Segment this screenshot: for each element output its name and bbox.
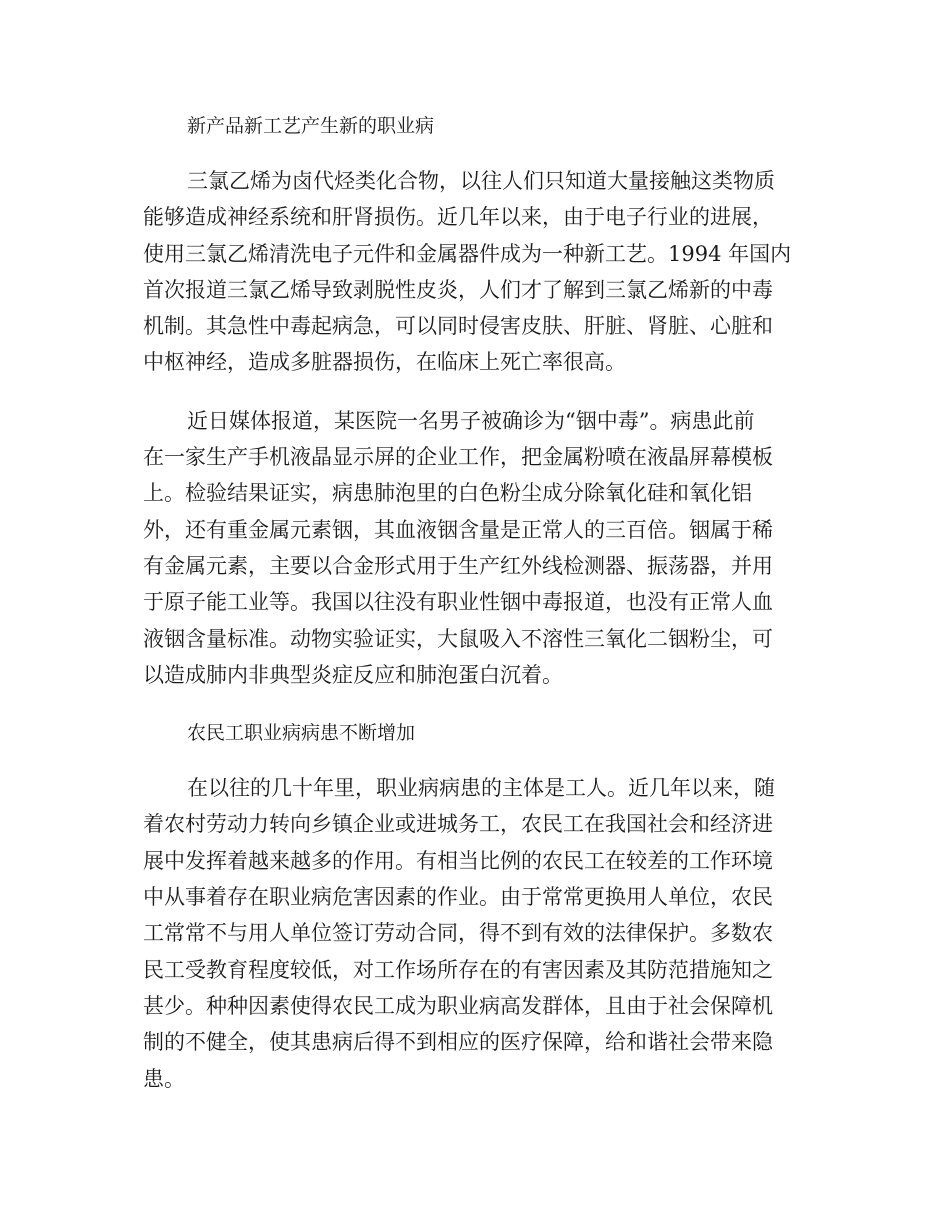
text-line: 以造成肺内非典型炎症反应和肺泡蛋白沉着。	[143, 662, 563, 687]
text-line: 在一家生产手机液晶显示屏的企业工作，把金属粉喷在液晶屏幕模板	[143, 445, 773, 470]
section-heading: 农民工职业病病患不断增加	[187, 722, 416, 745]
text-line: 着农村劳动力转向乡镇企业或进城务工，农民工在我国社会和经济进	[143, 812, 773, 837]
text-line: 工常常不与用人单位签订劳动合同，得不到有效的法律保护。多数农	[143, 921, 773, 946]
document-page	[143, 108, 800, 1097]
text-line: 在以往的几十年里，职业病病患的主体是工人。近几年以来，随	[187, 776, 775, 801]
text-line: 有金属元素，主要以合金形式用于生产红外线检测器、振荡器，并用	[143, 553, 773, 578]
text-line: 液铟含量标准。动物实验证实，大鼠吸入不溶性三氧化二铟粉尘，可	[143, 626, 773, 651]
text-line: 外，还有重金属元素铟，其血液铟含量是正常人的三百倍。铟属于稀	[143, 517, 773, 542]
text-line: 制的不健全，使其患病后得不到相应的医疗保障，给和谐社会带来隐	[143, 1030, 773, 1055]
text-line: 中枢神经，造成多脏器损伤，在临床上死亡率很高。	[143, 350, 626, 375]
text-line: 使用三氯乙烯清洗电子元件和金属器件成为一种新工艺。1994 年国内	[143, 241, 792, 266]
section-heading: 新产品新工艺产生新的职业病	[187, 115, 435, 137]
text-line: 中从事着存在职业病危害因素的作业。由于常常更换用人单位，农民	[143, 885, 773, 910]
text-line: 首次报道三氯乙烯导致剥脱性皮炎，人们才了解到三氯乙烯新的中毒	[143, 277, 773, 302]
paragraph	[143, 163, 800, 381]
text-line: 近日媒体报道，某医院一名男子被确诊为“铟中毒”。病患此前	[187, 408, 755, 433]
text-line: 民工受教育程度较低，对工作场所存在的有害因素及其防范措施知之	[143, 957, 773, 982]
text-line: 能够造成神经系统和肝肾损伤。近几年以来，由于电子行业的进展，	[143, 205, 773, 230]
paragraph	[143, 403, 800, 693]
text-line: 上。检验结果证实，病患肺泡里的白色粉尘成分除氧化硅和氧化铝	[143, 481, 752, 506]
text-line: 患。	[143, 1066, 185, 1091]
text-line: 于原子能工业等。我国以往没有职业性铟中毒报道，也没有正常人血	[143, 590, 773, 615]
paragraph	[143, 770, 800, 1097]
text-line: 展中发挥着越来越多的作用。有相当比例的农民工在较差的工作环境	[143, 848, 773, 873]
text-line: 机制。其急性中毒起病急，可以同时侵害皮肤、肝脏、肾脏、心脏和	[143, 314, 773, 339]
text-line: 甚少。种种因素使得农民工成为职业病高发群体，且由于社会保障机	[143, 993, 773, 1018]
text-line: 三氯乙烯为卤代烃类化合物，以往人们只知道大量接触这类物质	[187, 169, 775, 193]
